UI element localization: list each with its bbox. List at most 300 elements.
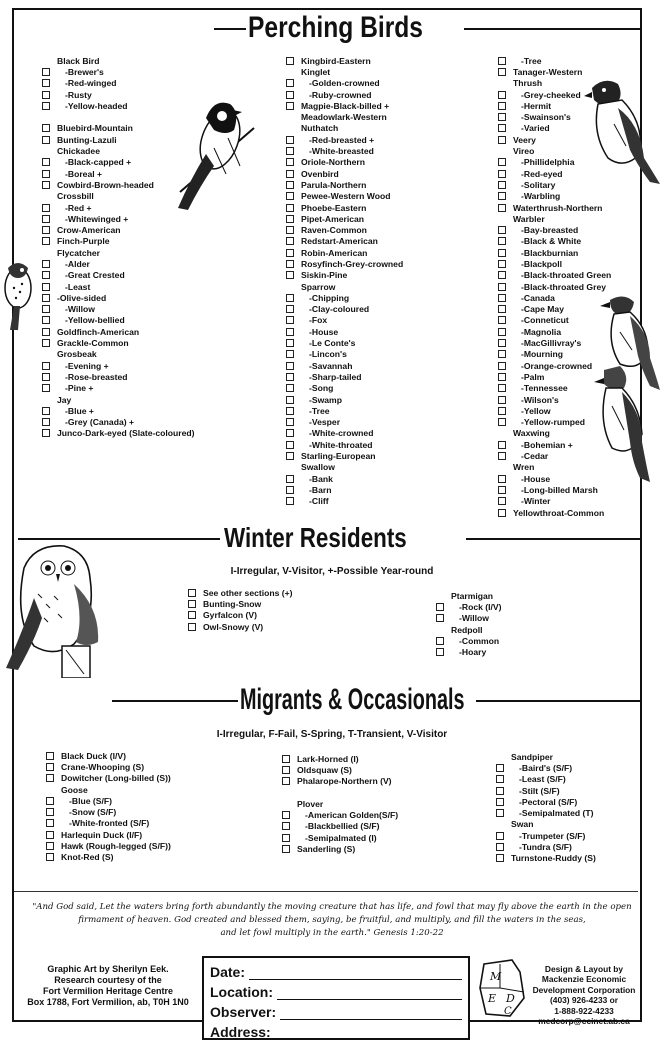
checklist-item-label: Crossbill: [57, 191, 94, 202]
checklist-item-label: -Trumpeter (S/F): [519, 830, 586, 841]
checklist-item-label: -Blackbellied (S/F): [305, 821, 380, 832]
checkbox[interactable]: [496, 764, 504, 772]
checkbox[interactable]: [188, 589, 196, 597]
checklist-item[interactable]: [282, 764, 398, 775]
checklist-item[interactable]: [286, 417, 403, 428]
checkbox[interactable]: [498, 91, 506, 99]
checklist-item[interactable]: [42, 360, 195, 371]
checkbox[interactable]: [188, 611, 196, 619]
checkbox[interactable]: [42, 68, 50, 76]
checklist-item[interactable]: [42, 258, 195, 269]
checkbox[interactable]: [46, 763, 54, 771]
checkbox[interactable]: [498, 237, 506, 245]
checklist-item[interactable]: [286, 450, 403, 461]
checkbox[interactable]: [42, 226, 50, 234]
checklist-item[interactable]: [286, 349, 403, 360]
checklist-item[interactable]: [46, 818, 171, 829]
date-field[interactable]: [249, 965, 462, 980]
checklist-item[interactable]: [286, 179, 403, 190]
checkbox[interactable]: [498, 441, 506, 449]
checkbox[interactable]: [498, 305, 506, 313]
checkbox[interactable]: [42, 215, 50, 223]
checklist-item-label: -Sharp-tailed: [309, 371, 362, 382]
checklist-item[interactable]: [286, 439, 403, 450]
checklist-item-label: Dowitcher (Long-billed (S)): [61, 773, 171, 784]
checklist-item[interactable]: [498, 202, 611, 213]
checklist-item[interactable]: [496, 785, 596, 796]
checkbox[interactable]: [286, 271, 294, 279]
checkbox[interactable]: [42, 136, 50, 144]
checkbox[interactable]: [498, 497, 506, 505]
checkbox[interactable]: [498, 339, 506, 347]
checklist-item[interactable]: [436, 635, 502, 646]
checklist-item[interactable]: [282, 809, 398, 820]
checkbox[interactable]: [436, 603, 444, 611]
checkbox[interactable]: [42, 91, 50, 99]
checkbox[interactable]: [286, 316, 294, 324]
checklist-item[interactable]: [498, 270, 611, 281]
checkbox[interactable]: [42, 79, 50, 87]
checklist-item[interactable]: [42, 66, 195, 77]
checklist-item[interactable]: [42, 371, 195, 382]
checklist-item[interactable]: [282, 753, 398, 764]
checkbox[interactable]: [286, 384, 294, 392]
checklist-item[interactable]: [498, 292, 611, 303]
checkbox[interactable]: [498, 249, 506, 257]
checkbox[interactable]: [42, 124, 50, 132]
checkbox[interactable]: [42, 362, 50, 370]
checklist-item-label: -Palm: [521, 371, 545, 382]
checklist-item[interactable]: [286, 473, 403, 484]
checklist-group-heading: [496, 751, 596, 762]
checklist-item[interactable]: [286, 484, 403, 495]
checkbox[interactable]: [286, 79, 294, 87]
checkbox[interactable]: [42, 181, 50, 189]
checklist-item-label: -Chipping: [309, 292, 350, 303]
checklist-item[interactable]: [286, 134, 403, 145]
checklist-item[interactable]: [42, 405, 195, 416]
checklist-group-heading: [42, 394, 195, 405]
checklist-item[interactable]: [286, 337, 403, 348]
checkbox[interactable]: [496, 775, 504, 783]
checklist-item[interactable]: [286, 224, 403, 235]
perching-title: Perching Birds: [248, 11, 423, 44]
quote-line-3: and let fowl multiply in the earth." Genesis 1:20-22: [220, 928, 444, 938]
checkbox[interactable]: [498, 283, 506, 291]
checkbox[interactable]: [498, 260, 506, 268]
checkbox[interactable]: [46, 831, 54, 839]
checkbox[interactable]: [46, 842, 54, 850]
checklist-item[interactable]: [286, 89, 403, 100]
checkbox[interactable]: [286, 350, 294, 358]
checklist-item[interactable]: [286, 405, 403, 416]
checkbox[interactable]: [42, 294, 50, 302]
checkbox[interactable]: [42, 260, 50, 268]
checklist-item[interactable]: [286, 236, 403, 247]
checklist-item[interactable]: [42, 236, 195, 247]
checklist-item[interactable]: [286, 55, 403, 66]
checkbox[interactable]: [282, 811, 290, 819]
checkbox[interactable]: [496, 854, 504, 862]
checkbox[interactable]: [188, 623, 196, 631]
checklist-item[interactable]: [188, 621, 293, 632]
checkbox[interactable]: [42, 418, 50, 426]
checkbox[interactable]: [498, 396, 506, 404]
design-org-1: Mackenzie Economic: [541, 974, 627, 985]
checklist-item[interactable]: [286, 326, 403, 337]
checklist-item[interactable]: [498, 224, 611, 235]
checklist-item-label: Harlequin Duck (I/F): [61, 829, 143, 840]
checklist-group-heading: [282, 798, 398, 809]
checklist-item[interactable]: [286, 304, 403, 315]
checkbox[interactable]: [42, 384, 50, 392]
checkbox[interactable]: [498, 384, 506, 392]
checkbox[interactable]: [286, 396, 294, 404]
checklist-item[interactable]: [46, 829, 171, 840]
checklist-item[interactable]: [286, 247, 403, 258]
checkbox[interactable]: [286, 407, 294, 415]
checkbox[interactable]: [498, 373, 506, 381]
checkbox[interactable]: [42, 328, 50, 336]
checklist-item-label: Meadowlark-Western: [301, 112, 387, 123]
checkbox[interactable]: [286, 181, 294, 189]
checklist-item[interactable]: [286, 394, 403, 405]
checklist-item[interactable]: [498, 349, 611, 360]
checklist-item[interactable]: [498, 507, 611, 518]
checkbox[interactable]: [286, 260, 294, 268]
genesis-quote: [24, 901, 640, 940]
checkbox[interactable]: [188, 600, 196, 608]
checkbox[interactable]: [498, 158, 506, 166]
checklist-item[interactable]: [282, 843, 398, 854]
svg-text:M: M: [490, 970, 502, 983]
checkbox[interactable]: [282, 777, 290, 785]
checkbox[interactable]: [286, 373, 294, 381]
checklist-item-label: Oldsquaw (S): [297, 764, 352, 775]
checklist-item[interactable]: [498, 258, 611, 269]
checkbox[interactable]: [286, 305, 294, 313]
checklist-item[interactable]: [436, 601, 502, 612]
checklist-item-label: -Phillidelphia: [521, 157, 575, 168]
checkbox[interactable]: [286, 91, 294, 99]
checkbox[interactable]: [286, 418, 294, 426]
checkbox[interactable]: [498, 102, 506, 110]
checkbox[interactable]: [286, 452, 294, 460]
checklist-item[interactable]: [286, 360, 403, 371]
checkbox[interactable]: [282, 845, 290, 853]
checkbox[interactable]: [286, 497, 294, 505]
checklist-group-heading: [436, 624, 502, 635]
design-email[interactable]: medcorp@ccinet.ab.ca: [538, 1016, 630, 1027]
checkbox[interactable]: [498, 57, 506, 65]
checkbox[interactable]: [498, 170, 506, 178]
checkbox[interactable]: [286, 294, 294, 302]
checkbox[interactable]: [282, 766, 290, 774]
checklist-item-label: Waxwing: [513, 428, 550, 439]
checkbox[interactable]: [42, 305, 50, 313]
checkbox[interactable]: [286, 204, 294, 212]
checkbox[interactable]: [42, 204, 50, 212]
checkbox[interactable]: [46, 752, 54, 760]
checkbox[interactable]: [436, 637, 444, 645]
checklist-item[interactable]: [286, 78, 403, 89]
checkbox[interactable]: [42, 316, 50, 324]
checklist-item[interactable]: [436, 646, 502, 657]
checkbox[interactable]: [42, 158, 50, 166]
checklist-item[interactable]: [282, 821, 398, 832]
checklist-item[interactable]: [498, 55, 611, 66]
checklist-item[interactable]: [286, 100, 403, 111]
checkbox[interactable]: [498, 271, 506, 279]
checklist-item[interactable]: [286, 428, 403, 439]
checklist-item-label: Bunting-Lazuli: [57, 134, 117, 145]
checklist-item-label: -Mourning: [521, 349, 563, 360]
checkbox[interactable]: [42, 429, 50, 437]
checkbox[interactable]: [498, 486, 506, 494]
checkbox[interactable]: [46, 808, 54, 816]
svg-text:D: D: [506, 992, 515, 1005]
checklist-item[interactable]: [188, 610, 293, 621]
perching-title-bar: [14, 8, 640, 48]
checklist-item[interactable]: [498, 281, 611, 292]
checklist-item[interactable]: [46, 750, 171, 761]
checklist-item[interactable]: [42, 224, 195, 235]
checkbox[interactable]: [498, 124, 506, 132]
checkbox[interactable]: [282, 755, 290, 763]
checkbox[interactable]: [286, 249, 294, 257]
date-row: [210, 960, 462, 980]
checklist-item[interactable]: [42, 292, 195, 303]
checklist-item[interactable]: [286, 213, 403, 224]
checklist-item[interactable]: [42, 428, 195, 439]
checklist-item[interactable]: [496, 853, 596, 864]
checklist-item[interactable]: [498, 304, 611, 315]
checklist-item[interactable]: [286, 315, 403, 326]
checkbox[interactable]: [46, 797, 54, 805]
checklist-item-label: -Golden-crowned: [309, 78, 380, 89]
checkbox[interactable]: [498, 181, 506, 189]
checklist-item[interactable]: [286, 371, 403, 382]
checklist-item[interactable]: [286, 145, 403, 156]
checkbox[interactable]: [498, 328, 506, 336]
checklist-item[interactable]: [42, 304, 195, 315]
checkbox[interactable]: [46, 774, 54, 782]
checkbox[interactable]: [498, 136, 506, 144]
checklist-item[interactable]: [42, 78, 195, 89]
checklist-item[interactable]: [286, 191, 403, 202]
checkbox[interactable]: [286, 429, 294, 437]
checklist-item[interactable]: [286, 270, 403, 281]
checkbox[interactable]: [42, 102, 50, 110]
checkbox[interactable]: [496, 787, 504, 795]
checklist-item-label: Phalarope-Northern (V): [297, 776, 392, 787]
credit-art: Graphic Art by Sherilyn Eek.: [47, 964, 169, 974]
checklist-item-label: -Wilson's: [521, 394, 559, 405]
checklist-item[interactable]: [436, 613, 502, 624]
checklist-item[interactable]: [42, 337, 195, 348]
checkbox[interactable]: [42, 283, 50, 291]
checklist-item[interactable]: [42, 326, 195, 337]
checkbox[interactable]: [46, 853, 54, 861]
checkbox[interactable]: [498, 192, 506, 200]
checklist-item[interactable]: [286, 383, 403, 394]
credits-left: [24, 964, 192, 1008]
location-label: Location:: [210, 984, 273, 1000]
checkbox[interactable]: [496, 832, 504, 840]
svg-text:E: E: [488, 992, 497, 1005]
checklist-item[interactable]: [498, 484, 611, 495]
checkbox[interactable]: [286, 170, 294, 178]
checkbox[interactable]: [498, 362, 506, 370]
checklist-item-label: Goldfinch-American: [57, 326, 140, 337]
observer-row: [210, 1000, 462, 1020]
checklist-item[interactable]: [42, 270, 195, 281]
checkbox[interactable]: [286, 362, 294, 370]
checkbox[interactable]: [286, 475, 294, 483]
checkbox[interactable]: [286, 226, 294, 234]
checkbox[interactable]: [286, 136, 294, 144]
checklist-item[interactable]: [496, 830, 596, 841]
left-edge-bird-illustration: [2, 258, 34, 334]
checklist-item[interactable]: [42, 315, 195, 326]
checklist-item[interactable]: [496, 841, 596, 852]
checkbox[interactable]: [42, 339, 50, 347]
checklist-item[interactable]: [46, 806, 171, 817]
checklist-item-label: -Bank: [309, 473, 333, 484]
checklist-group-heading: [42, 55, 195, 66]
checklist-item[interactable]: [46, 840, 171, 851]
checklist-item-label: -MacGillivray's: [521, 338, 582, 349]
checkbox[interactable]: [498, 475, 506, 483]
checkbox[interactable]: [46, 819, 54, 827]
checkbox[interactable]: [498, 316, 506, 324]
checkbox[interactable]: [286, 237, 294, 245]
checklist-item-label: -Blackburnian: [521, 247, 579, 258]
checkbox[interactable]: [286, 339, 294, 347]
checklist-item[interactable]: [42, 383, 195, 394]
checkbox[interactable]: [498, 509, 506, 517]
checklist-item[interactable]: [498, 247, 611, 258]
checklist-item-label: Goose: [61, 784, 88, 795]
checklist-item[interactable]: [188, 598, 293, 609]
checklist-item-label: -Grey (Canada) +: [65, 417, 135, 428]
checklist-item[interactable]: [496, 807, 596, 818]
checkbox[interactable]: [498, 418, 506, 426]
checkbox[interactable]: [436, 648, 444, 656]
checklist-item[interactable]: [286, 157, 403, 168]
checklist-item-label: -Blue +: [65, 405, 94, 416]
checklist-item[interactable]: [46, 795, 171, 806]
checkbox[interactable]: [286, 192, 294, 200]
checkbox[interactable]: [496, 798, 504, 806]
checklist-item-label: Hawk (Rough-legged (S/F)): [61, 841, 171, 852]
checkbox[interactable]: [498, 407, 506, 415]
design-phone-2: 1-888-922-4233: [554, 1005, 614, 1016]
checkbox[interactable]: [286, 158, 294, 166]
checklist-item[interactable]: [46, 852, 171, 863]
checklist-item[interactable]: [42, 281, 195, 292]
location-field[interactable]: [277, 985, 462, 1000]
observer-field[interactable]: [280, 1005, 462, 1020]
migrants-title-bar: [14, 680, 640, 720]
checklist-item-label: -Least: [65, 281, 91, 292]
checkbox[interactable]: [286, 441, 294, 449]
checklist-item[interactable]: [282, 832, 398, 843]
checkbox[interactable]: [498, 113, 506, 121]
checklist-item[interactable]: [46, 773, 171, 784]
checklist-item-label: Magpie-Black-billed +: [301, 100, 390, 111]
checklist-item[interactable]: [286, 168, 403, 179]
checklist-item[interactable]: [498, 315, 611, 326]
checklist-item-label: Phoebe-Eastern: [301, 202, 367, 213]
checkbox[interactable]: [498, 294, 506, 302]
checkbox[interactable]: [282, 834, 290, 842]
checkbox[interactable]: [436, 614, 444, 622]
checklist-item[interactable]: [498, 191, 611, 202]
checklist-item-label: -Clay-coloured: [309, 304, 370, 315]
checklist-item[interactable]: [498, 326, 611, 337]
checkbox[interactable]: [42, 271, 50, 279]
checklist-item-label: -Rusty: [65, 89, 92, 100]
checkbox[interactable]: [498, 68, 506, 76]
checklist-item-label: -White-crowned: [309, 428, 374, 439]
checkbox[interactable]: [286, 486, 294, 494]
checkbox[interactable]: [286, 147, 294, 155]
checklist-item[interactable]: [286, 258, 403, 269]
checkbox[interactable]: [42, 170, 50, 178]
credit-address: Box 1788, Fort Vermilion, ab, T0H 1N0: [27, 997, 189, 1007]
checkbox[interactable]: [42, 407, 50, 415]
address-field[interactable]: [275, 1025, 462, 1040]
checkbox[interactable]: [286, 102, 294, 110]
checkbox[interactable]: [496, 843, 504, 851]
checkbox[interactable]: [282, 822, 290, 830]
checklist-item[interactable]: [282, 776, 398, 787]
checklist-item[interactable]: [496, 796, 596, 807]
checkbox[interactable]: [286, 215, 294, 223]
checkbox[interactable]: [286, 57, 294, 65]
checkbox[interactable]: [42, 237, 50, 245]
checklist-item[interactable]: [188, 587, 293, 598]
checkbox[interactable]: [498, 226, 506, 234]
checkbox[interactable]: [498, 204, 506, 212]
checkbox[interactable]: [498, 350, 506, 358]
checklist-item[interactable]: [286, 202, 403, 213]
checklist-item-label: -Winter: [521, 496, 551, 507]
checklist-item[interactable]: [498, 337, 611, 348]
checklist-item-label: -Rose-breasted: [65, 371, 128, 382]
checklist-item-label: Warbler: [513, 213, 545, 224]
checklist-item[interactable]: [498, 496, 611, 507]
credit-research: Research courtesy of the: [54, 975, 162, 985]
checklist-item[interactable]: [286, 496, 403, 507]
checklist-item[interactable]: [42, 417, 195, 428]
checklist-group-heading: [286, 66, 403, 77]
address-row: [210, 1020, 462, 1040]
checklist-item[interactable]: [46, 761, 171, 772]
checklist-item-label: -Magnolia: [521, 326, 562, 337]
checkbox[interactable]: [496, 809, 504, 817]
checklist-item[interactable]: [496, 762, 596, 773]
checklist-item[interactable]: [498, 236, 611, 247]
checkbox[interactable]: [42, 373, 50, 381]
checklist-item-label: -Yellow-headed: [65, 100, 128, 111]
checklist-item[interactable]: [496, 774, 596, 785]
checklist-item-label: Grackle-Common: [57, 338, 129, 349]
checkbox[interactable]: [498, 452, 506, 460]
checklist-item[interactable]: [286, 292, 403, 303]
checkbox[interactable]: [286, 328, 294, 336]
